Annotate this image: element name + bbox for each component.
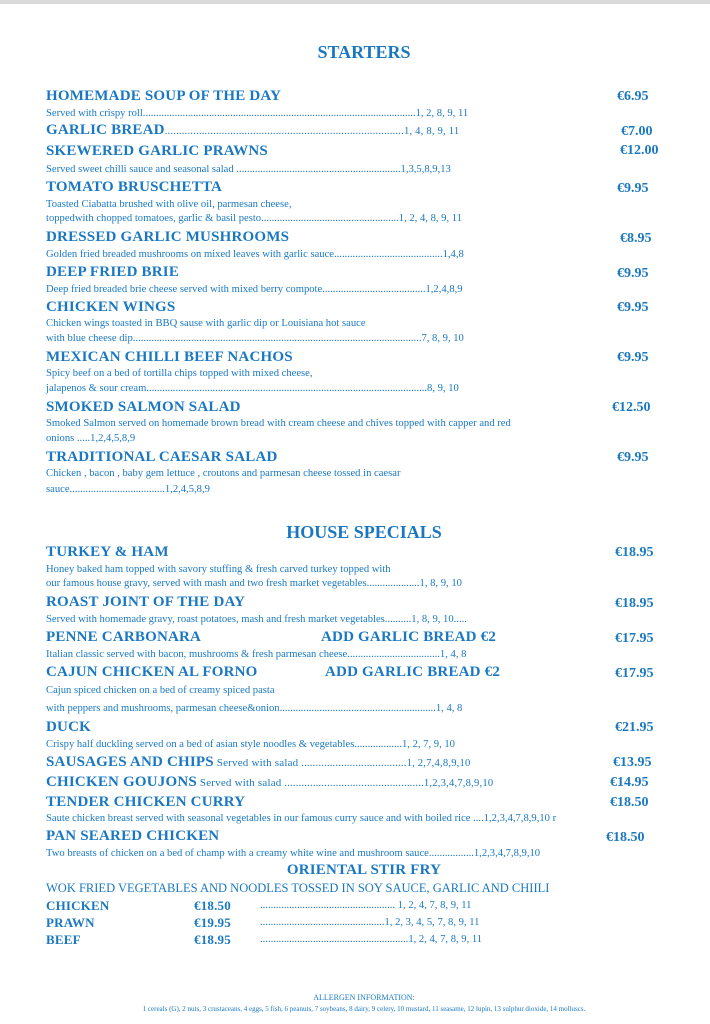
menu-item-title: TENDER CHICKEN CURRY: [46, 794, 246, 810]
menu-item-price: €18.50: [606, 830, 645, 845]
menu-item-description: Toasted Ciabatta brushed with olive oil, parmesan cheese,: [46, 199, 292, 210]
oriental-option-name: CHICKEN: [46, 898, 110, 913]
menu-item-description: our famous house gravy, served with mash and two fresh market vegetables....................1, 8, 9, 10: [46, 578, 462, 589]
allergen-info-list: 1 cereals (G), 2 nuts, 3 crustaceans, 4 eggs, 5 fish, 6 peanuts, 7 soybeans, 8 dairy, 9 celery, 10 mustard, 11 seasame, 12 lupin, 13 sulphur dioxide, 14 molluscs.: [142, 1005, 586, 1013]
menu-item-price: €9.95: [617, 266, 649, 281]
menu-item-price: €18.95: [615, 545, 654, 560]
menu-item-title: [46, 754, 471, 771]
oriental-option-allergens: ...............................................1, 2, 3, 4, 5, 7, 8, 9, 11: [260, 917, 480, 928]
menu-item-title: ROAST JOINT OF THE DAY: [46, 594, 246, 610]
menu-item-suffix: Served with salad: [213, 757, 299, 769]
menu-item-price: €9.95: [617, 450, 649, 465]
oriental-option-price: €18.95: [194, 932, 231, 947]
top-bar: [0, 0, 710, 4]
menu-item-description: Deep fried breaded brie cheese served with mixed berry compote.......................................1,2,4,8,9: [46, 284, 463, 295]
menu-item-price: €17.95: [615, 631, 654, 646]
menu-item-title: CHICKEN WINGS: [46, 299, 176, 315]
menu-item-description: Spicy beef on a bed of tortilla chips topped with mixed cheese,: [46, 368, 313, 379]
menu-item-title: TOMATO BRUSCHETTA: [46, 179, 223, 195]
menu-item-description: onions .....1,2,4,5,8,9: [46, 433, 136, 444]
menu-item-title: PAN SEARED CHICKEN: [46, 828, 220, 844]
menu-item-description: Served with homemade gravy, roast potatoes, mash and fresh market vegetables..........1, 8, 9, 10.....: [46, 614, 467, 625]
menu-item-description: Chicken wings toasted in BBQ sause with garlic dip or Louisiana hot sauce: [46, 318, 366, 329]
menu-item-title: SKEWERED GARLIC PRAWNS: [46, 143, 268, 159]
menu-item-description: Crispy half duckling served on a bed of asian style noodles & vegetables..................1, 2, 7, 9, 10: [46, 739, 455, 750]
menu-item-description: with blue cheese dip.............................................................................................................7, 8, 9, 10: [46, 333, 464, 344]
oriental-option-name: PRAWN: [46, 915, 95, 930]
menu-item-title: TRADITIONAL CAESAR SALAD: [46, 449, 278, 465]
menu-item-allergens: 1, 4, 8, 9, 11: [403, 126, 460, 137]
oriental-stir-fry-heading: ORIENTAL STIR FRY: [286, 862, 442, 878]
menu-item-description: Smoked Salmon served on homemade brown bread with cream cheese and chives topped with capper and red: [46, 418, 511, 429]
menu-item-name: GARLIC BREAD: [46, 122, 165, 138]
menu-item-description: toppedwith chopped tomatoes, garlic & basil pesto....................................................1, 2, 4, 8, 9, 11: [46, 213, 462, 224]
add-garlic-bread-note: ADD GARLIC BREAD €2: [325, 664, 501, 680]
menu-item-price: €13.95: [613, 755, 652, 770]
menu-item-description: Served sweet chilli sauce and seasonal salad ..............................................................1,3,5,8,9,13: [46, 164, 451, 175]
menu-item-description: Italian classic served with bacon, mushrooms & fresh parmesan cheese...................................1, 4, 8: [46, 649, 467, 660]
menu-item-title: [46, 774, 493, 791]
menu-item-suffix: Served with salad: [196, 777, 282, 789]
add-garlic-bread-note: ADD GARLIC BREAD €2: [321, 629, 497, 645]
menu-item-title: DUCK: [46, 719, 91, 735]
oriental-option-price: €18.50: [194, 898, 231, 913]
menu-item-dots: ....................................................................................: [164, 126, 404, 137]
menu-item-title: TURKEY & HAM: [46, 544, 169, 560]
menu-item-description: Served with crispy roll.......................................................................................................1, 2, 8, 9, 11: [46, 108, 469, 119]
menu-item-title: SMOKED SALMON SALAD: [46, 399, 241, 415]
menu-item-price: €21.95: [615, 720, 654, 735]
menu-item-description: Chicken , bacon , baby gem lettuce , croutons and parmesan cheese tossed in caesar: [46, 468, 401, 479]
oriental-subtitle: WOK FRIED VEGETABLES AND NOODLES TOSSED IN SOY SAUCE, GARLIC AND CHIILI: [46, 881, 550, 895]
oriental-option-allergens: ........................................................1, 2, 4, 7, 8, 9, 11: [260, 934, 483, 945]
menu-item-price: €6.95: [617, 89, 649, 104]
menu-item-description: Two breasts of chicken on a bed of champ with a creamy white wine and mushroom sauce.................1,2,3,4,7,8,9,10: [46, 848, 541, 859]
menu-item-allergens: .................................................1,2,3,4,7,8,9,10: [281, 778, 494, 789]
menu-item-price: €7.00: [621, 124, 653, 139]
menu-item-description: Golden fried breaded mushrooms on mixed leaves with garlic sauce.........................................1,4,8: [46, 249, 464, 260]
menu-item-allergens: .....................................1, 2,7,4,8,9,10: [298, 758, 471, 769]
menu-item-title: PENNE CARBONARA: [46, 629, 202, 645]
menu-item-price: €12.50: [612, 400, 651, 415]
menu-item-price: €12.00: [620, 143, 659, 158]
menu-item-description: Honey baked ham topped with savory stuffing & fresh carved turkey topped with: [46, 564, 391, 575]
oriental-option-allergens: ................................................... 1, 2, 4, 7, 8, 9, 11: [260, 900, 472, 911]
menu-item-price: €17.95: [615, 666, 654, 681]
menu-item-description: jalapenos & sour cream..........................................................................................................8, 9, 10: [46, 383, 459, 394]
menu-item-description: with peppers and mushrooms, parmesan cheese&onion...........................................................1, 4, 8: [46, 703, 463, 714]
house-specials-heading: HOUSE SPECIALS: [286, 522, 442, 542]
oriental-option-price: €19.95: [194, 915, 231, 930]
menu-item-description: sauce....................................1,2,4,5,8,9: [46, 484, 210, 495]
menu-item-title: MEXICAN CHILLI BEEF NACHOS: [46, 349, 293, 365]
menu-item-price: €18.50: [610, 795, 649, 810]
menu-item-description: Saute chicken breast served with seasonal vegetables in our famous curry sauce and with boiled rice ....1,2,3,4,7,8,9,10 r: [46, 813, 557, 824]
menu-item-description: Cajun spiced chicken on a bed of creamy spiced pasta: [46, 685, 275, 696]
menu-item-price: €14.95: [610, 775, 649, 790]
menu-item-price: €9.95: [617, 350, 649, 365]
menu-item-title: DEEP FRIED BRIE: [46, 264, 180, 280]
starters-heading: STARTERS: [317, 42, 411, 62]
menu-item-name: SAUSAGES AND CHIPS: [46, 754, 214, 770]
menu-item-price: €18.95: [615, 596, 654, 611]
menu-item-name: CHICKEN GOUJONS: [46, 774, 197, 790]
oriental-option-name: BEEF: [46, 932, 81, 947]
menu-item-title: HOMEMADE SOUP OF THE DAY: [46, 88, 282, 104]
menu-item-title: [46, 122, 459, 139]
allergen-info-heading: ALLERGEN INFORMATION:: [313, 993, 415, 1002]
menu-item-title: CAJUN CHICKEN AL FORNO: [46, 664, 258, 680]
menu-item-price: €9.95: [617, 300, 649, 315]
menu-item-price: €9.95: [617, 181, 649, 196]
menu-item-price: €8.95: [620, 231, 652, 246]
menu-item-title: DRESSED GARLIC MUSHROOMS: [46, 229, 290, 245]
